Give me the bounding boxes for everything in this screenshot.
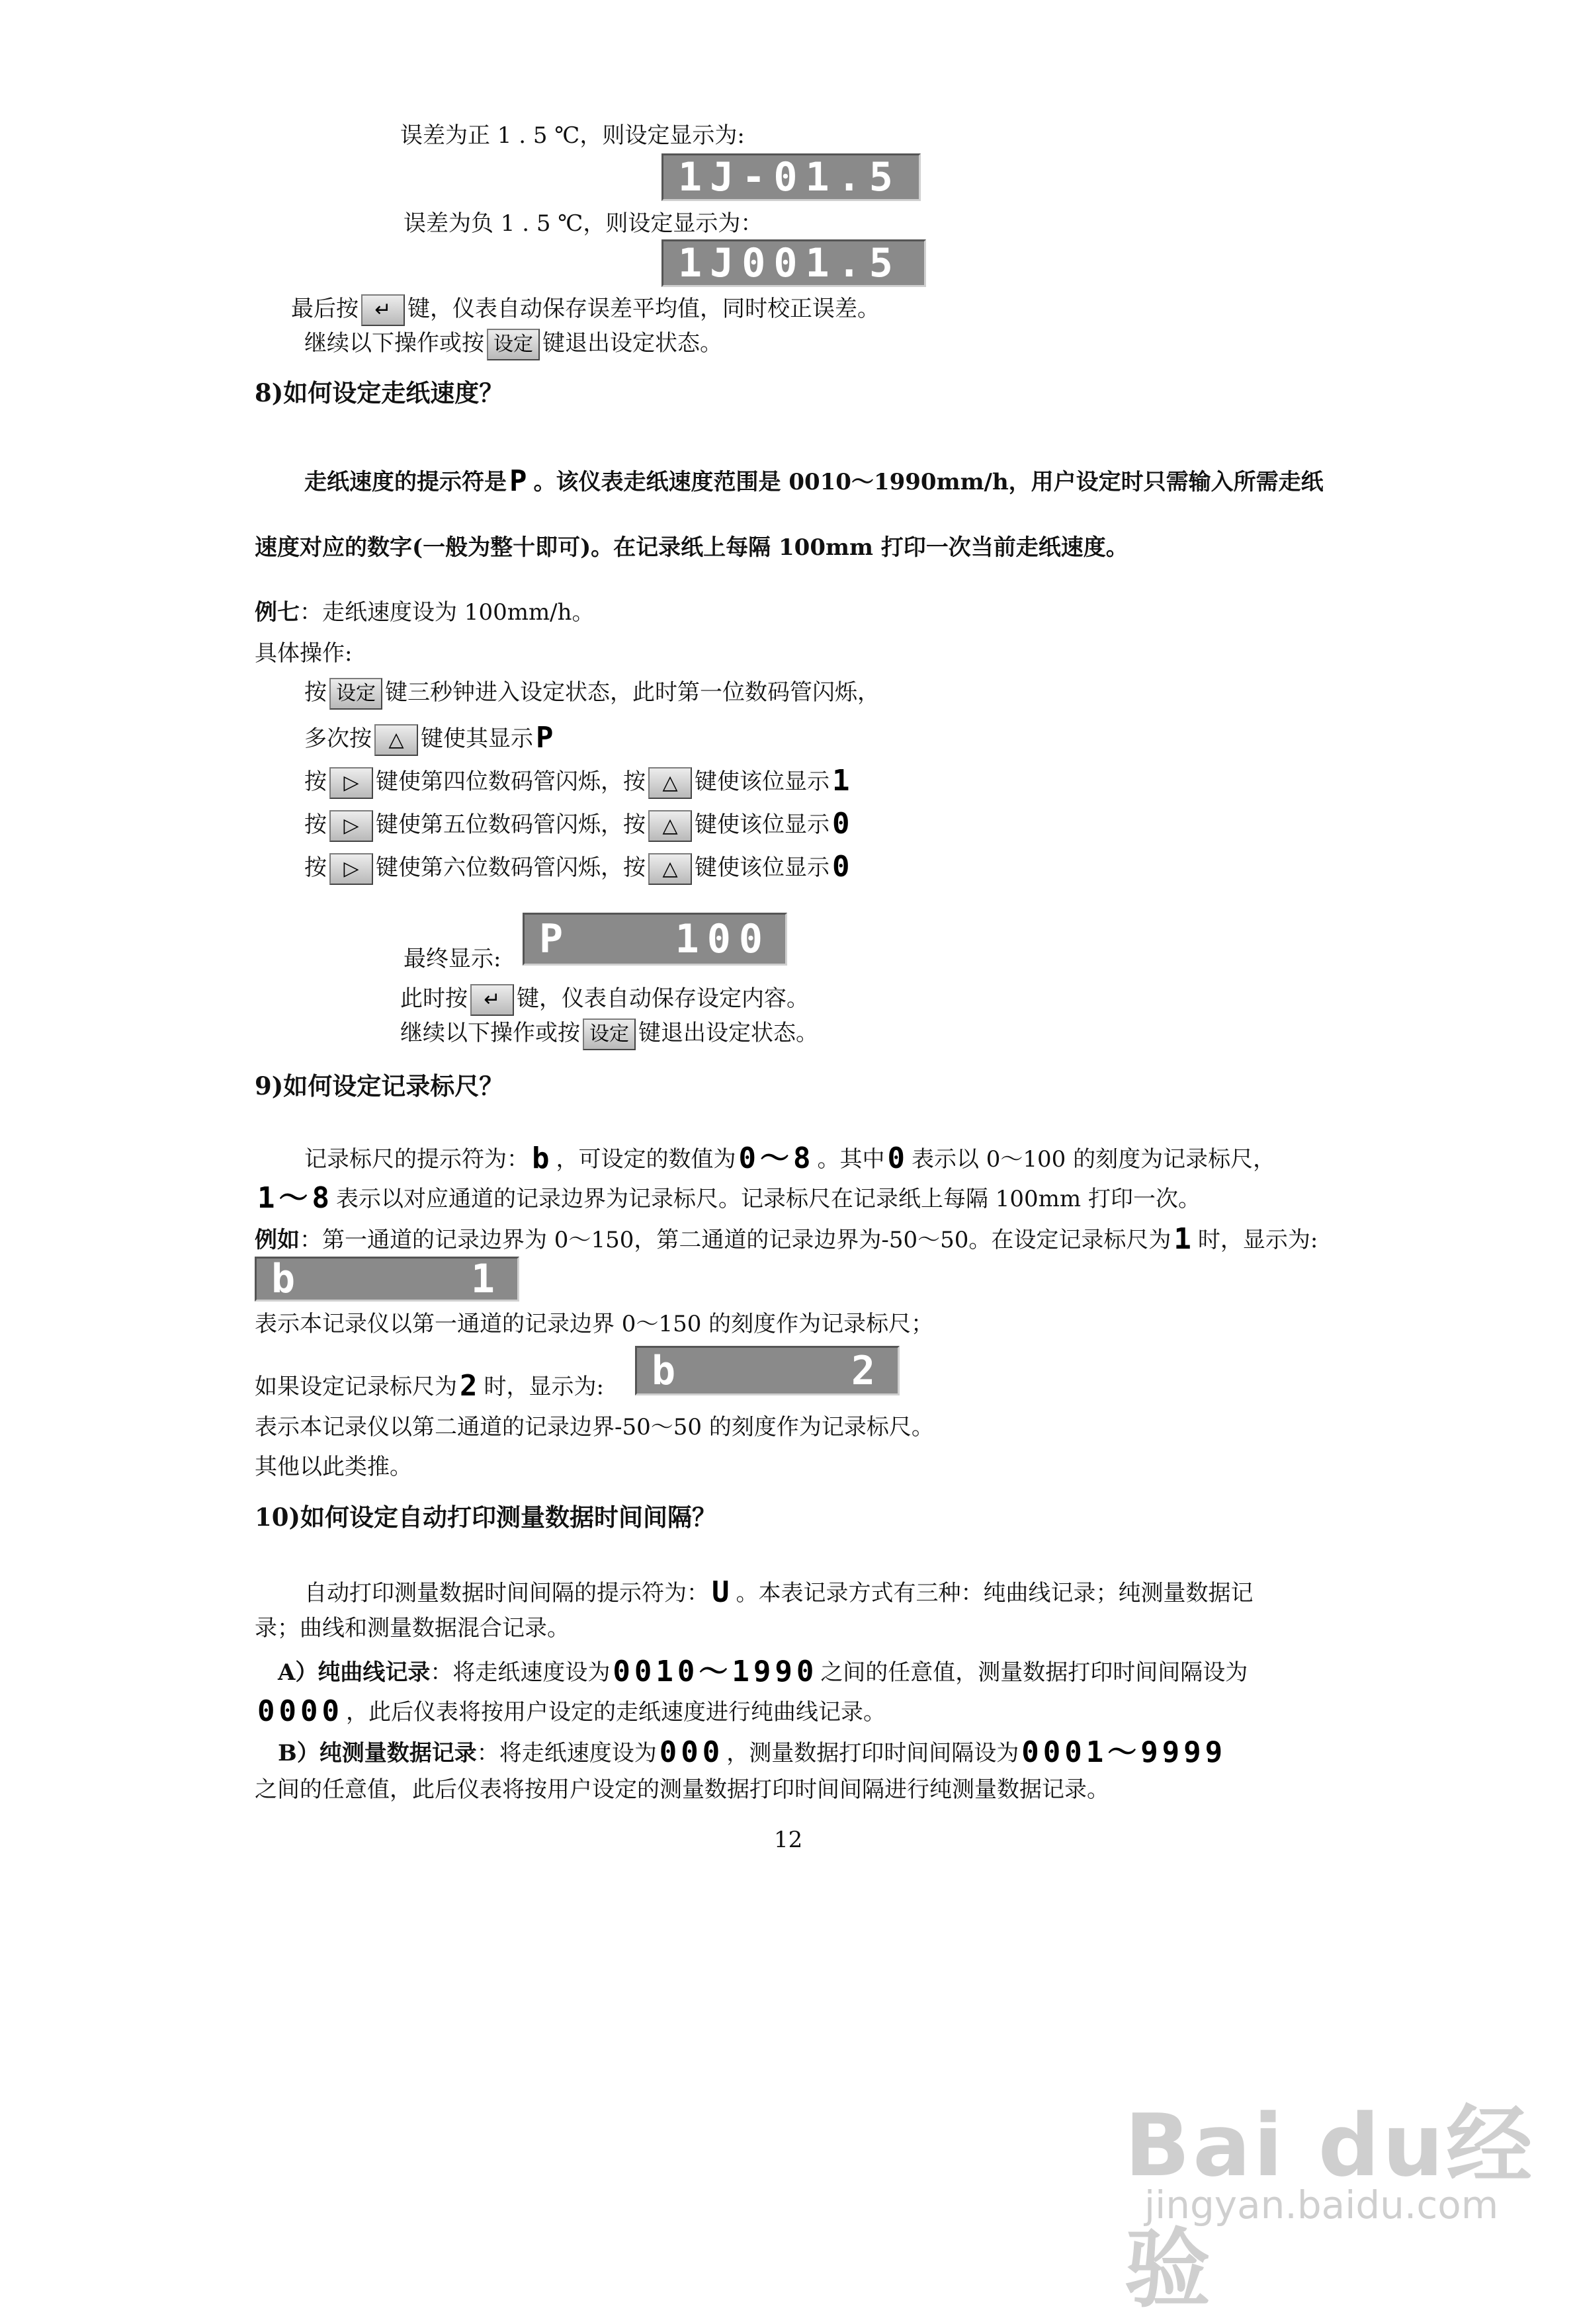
p-symbol: P [536,721,558,755]
mode-a-line1: A）纯曲线记录：将走纸速度设为0010～1990 之间的任意值，测量数据打印时间间隔设为 [278,1655,1248,1688]
right-key-icon: ▷ [329,810,373,842]
prompt-p-symbol: P [509,464,531,498]
display-scale-1: b 1 [255,1257,519,1302]
set-key-icon: 设定 [487,329,540,360]
range-symbol: 1～8 [257,1181,333,1215]
set-key-icon: 设定 [583,1018,636,1050]
heading-section-10: 10)如何设定自动打印测量数据时间间隔？ [255,1503,716,1532]
step-select-p: 多次按 △ 键使其显示P [304,721,558,755]
heading-section-8: 8)如何设定走纸速度？ [255,378,504,407]
enter-key-icon: ↵ [470,984,514,1016]
display-paper-speed: P 100 [523,913,787,966]
prompt-b-symbol: b [532,1141,554,1175]
zero-symbol: 0 [887,1141,909,1175]
scale-etc: 其他以此类推。 [255,1454,412,1480]
error-negative-line: 误差为负 1 . 5 ℃，则设定显示为： [404,210,763,237]
section8-paragraph-line1: 走纸速度的提示符是P 。该仪表走纸速度范围是 0010～1990mm/h，用户设定时只需输入所需走纸 [304,464,1324,498]
exit-line-1: 继续以下操作或按 设定 键退出设定状态。 [304,329,722,360]
prompt-u-symbol: U [712,1575,734,1609]
step-digit-4: 按 ▷ 键使第四位数码管闪烁，按 △ 键使该位显示1 [304,764,854,798]
up-key-icon: △ [374,724,418,756]
zero-interval-symbol: 0000 [257,1694,343,1728]
display-scale-2: b 2 [635,1346,900,1395]
enter-key-icon: ↵ [361,294,405,326]
digit-symbol: 0 [832,807,854,841]
error-positive-line: 误差为正 1 . 5 ℃，则设定显示为: [400,122,745,149]
scale-explanation-1: 表示本记录仪以第一通道的记录边界 0～150 的刻度作为记录标尺； [255,1311,934,1337]
right-key-icon: ▷ [329,853,373,885]
display-error-positive: 1J-01.5 [661,153,921,201]
baidu-watermark [1125,2077,1575,2324]
mode-a-line2: 0000 ，此后仪表将按用户设定的走纸速度进行纯曲线记录。 [257,1694,886,1728]
digit-symbol: 1 [832,764,854,798]
section9-paragraph-line1: 记录标尺的提示符为：b ，可设定的数值为0～8 。其中0 表示以 0～100 的刻度为记录标尺， [304,1141,1276,1175]
scale-explanation-2: 表示本记录仪以第二通道的记录边界-50～50 的刻度作为记录标尺。 [255,1414,934,1440]
exit-line-2: 继续以下操作或按 设定 键退出设定状态。 [400,1018,818,1050]
section10-paragraph-line2: 录；曲线和测量数据混合记录。 [255,1615,570,1641]
right-key-icon: ▷ [329,767,373,799]
example-7: 例七：走纸速度设为 100mm/h。 [255,599,595,626]
operations-title: 具体操作: [255,640,353,667]
speed-range-symbol: 0010～1990 [613,1655,818,1688]
final-display-label: 最终显示: [404,946,501,972]
section8-paragraph-line2: 速度对应的数字(一般为整十即可)。在记录纸上每隔 100mm 打印一次当前走纸速度。 [255,534,1128,561]
digit-symbol: 0 [832,850,854,884]
range-symbol: 0～8 [738,1141,815,1175]
zero-speed-symbol: 000 [659,1735,724,1769]
mode-b-line1: B）纯测量数据记录：将走纸速度设为000 ，测量数据打印时间间隔设为0001～9999 [278,1735,1227,1769]
section9-paragraph-line2: 1～8 表示以对应通道的记录边界为记录标尺。记录标尺在记录纸上每隔 100mm 打印一次。 [257,1181,1201,1215]
mode-b-line2: 之间的任意值，此后仪表将按用户设定的测量数据打印时间间隔进行纯测量数据记录。 [255,1776,1109,1803]
save-settings-line: 此时按 ↵ 键，仪表自动保存设定内容。 [400,984,809,1016]
example-scale: 例如：第一通道的记录边界为 0～150，第二通道的记录边界为-50～50。在设定记录标尺为1 时，显示为: [255,1222,1318,1256]
display-error-negative: 1J001.5 [661,239,926,287]
scale-example-2-line: 如果设定记录标尺为2 时，显示为: [255,1369,604,1403]
baidu-url: jingyan.baidu.com [1144,2182,1499,2227]
up-key-icon: △ [648,853,692,885]
up-key-icon: △ [648,810,692,842]
section10-paragraph-line1: 自动打印测量数据时间间隔的提示符为：U 。本表记录方式有三种：纯曲线记录；纯测量数据记 [304,1575,1254,1609]
up-key-icon: △ [648,767,692,799]
two-symbol: 2 [460,1369,482,1403]
heading-section-9: 9)如何设定记录标尺？ [255,1071,504,1100]
baidu-logo: Bai du经验 [1125,2095,1535,2319]
set-key-icon: 设定 [329,678,382,710]
page-number: 12 [774,1827,803,1853]
save-error-line: 最后按 ↵ 键，仪表自动保存误差平均值，同时校正误差。 [291,294,880,326]
interval-range-symbol: 0001～9999 [1021,1735,1227,1769]
one-symbol: 1 [1173,1222,1195,1256]
step-digit-5: 按 ▷ 键使第五位数码管闪烁，按 △ 键使该位显示0 [304,807,854,841]
step-enter-setting: 按 设定 键三秒钟进入设定状态，此时第一位数码管闪烁， [304,678,880,710]
step-digit-6: 按 ▷ 键使第六位数码管闪烁，按 △ 键使该位显示0 [304,850,854,884]
